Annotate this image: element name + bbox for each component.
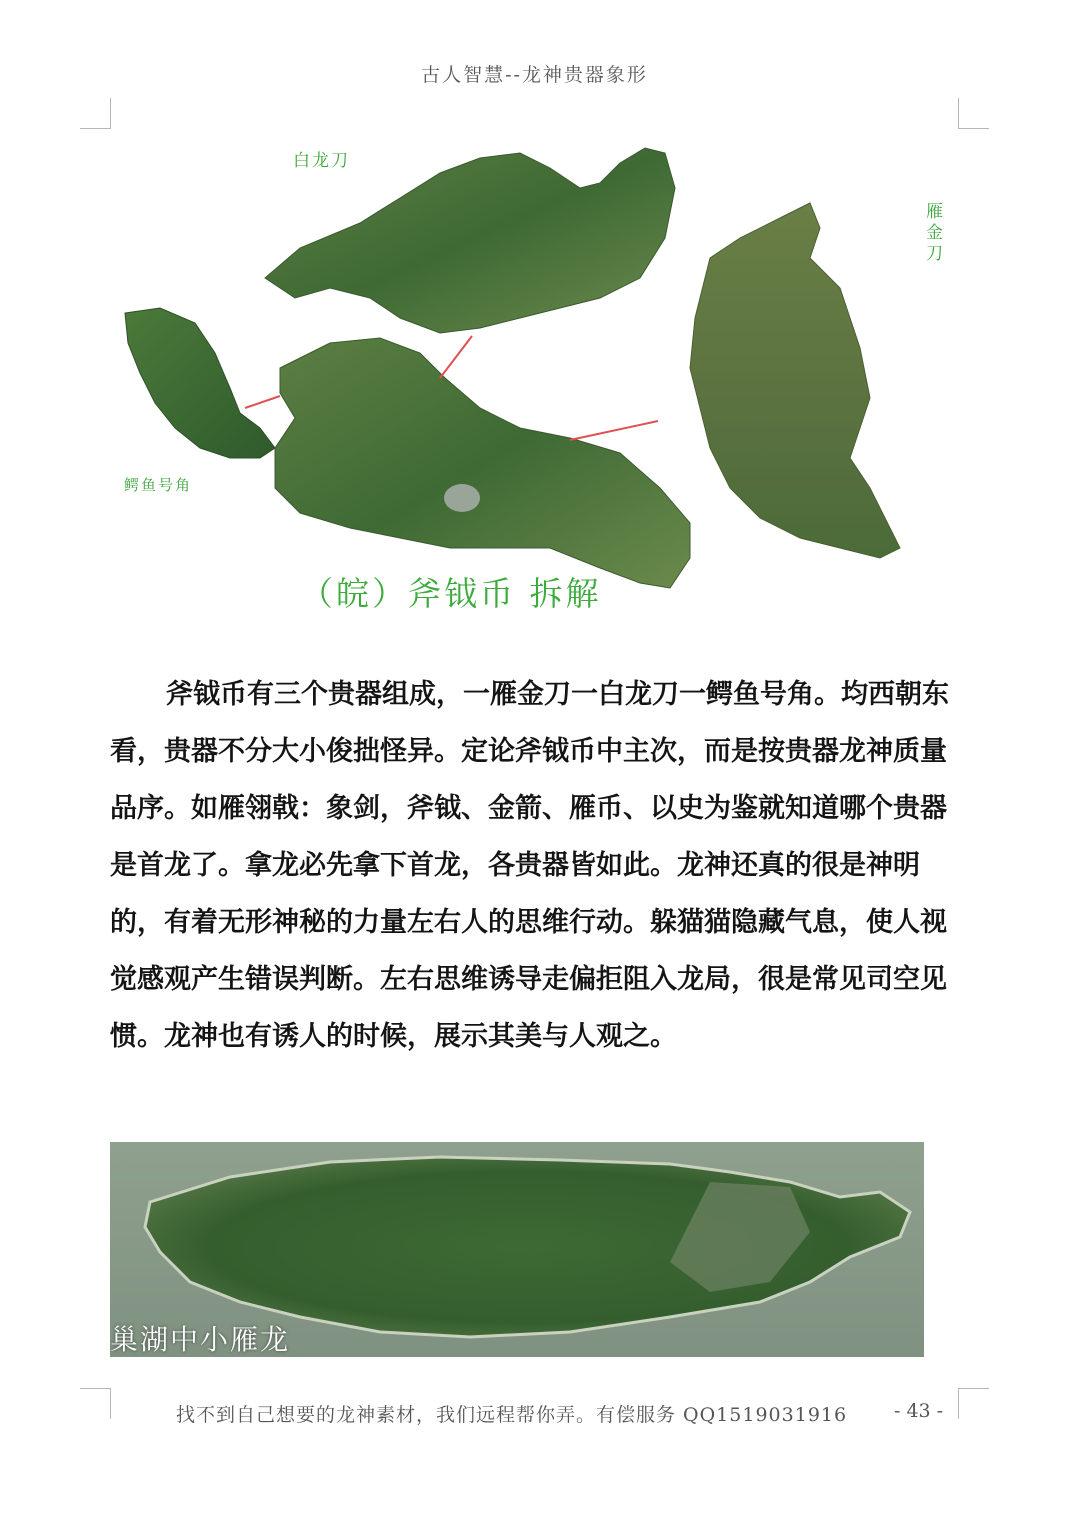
- figure2-caption: 巢湖中小雁龙: [110, 1323, 291, 1356]
- satellite-map-decomposition: [100, 128, 970, 628]
- label-eyu-horn: 鳄鱼号角: [124, 476, 193, 494]
- corner-mark-top-left: [80, 98, 111, 129]
- figure1-caption: （皖）斧钺币 拆解: [300, 574, 602, 613]
- arrow-to-yanjin: [570, 421, 658, 440]
- page-number: - 43 -: [894, 1400, 944, 1422]
- page-header: 古人智慧--龙神贵器象形: [421, 64, 648, 86]
- footer-advert: 找不到自己想要的龙神素材，我们远程帮你弄。有偿服务 QQ1519031916: [176, 1404, 848, 1426]
- label-yanjin-knife: 雁金刀: [922, 202, 942, 265]
- label-bailong-knife: 白龙刀: [293, 151, 350, 171]
- arrow-to-eyu: [245, 396, 280, 408]
- main-body-region: [275, 338, 690, 588]
- bailong-knife-region: [265, 148, 675, 333]
- eyu-horn-region: [125, 308, 275, 458]
- body-paragraph: 斧钺币有三个贵器组成，一雁金刀一白龙刀一鳄鱼号角。均西朝东看，贵器不分大小俊拙怪异。定论斧钺币中主次，而是按贵器龙神质量品序。如雁翎戟：象剑，斧钺、金箭、雁币、以史为鉴就知道哪个贵器是首龙了。拿龙必先拿下首龙，各贵器皆如此。龙神还真的很是神明的，有着无形神秘的力量左右人的思维行动。躲猫猫隐藏气息，使人视觉感观产生错误判断。左右思维诱导走偏拒阻入龙局，很是常见司空见惯。龙神也有诱人的时候，展示其美与人观之。: [110, 679, 949, 1052]
- yanjin-knife-region: [690, 203, 900, 558]
- arrow-to-bailong: [440, 336, 472, 378]
- corner-mark-bottom-right: [958, 1388, 989, 1419]
- lake-shape: [444, 484, 480, 512]
- corner-mark-bottom-left: [80, 1388, 111, 1419]
- corner-mark-top-right: [958, 98, 989, 129]
